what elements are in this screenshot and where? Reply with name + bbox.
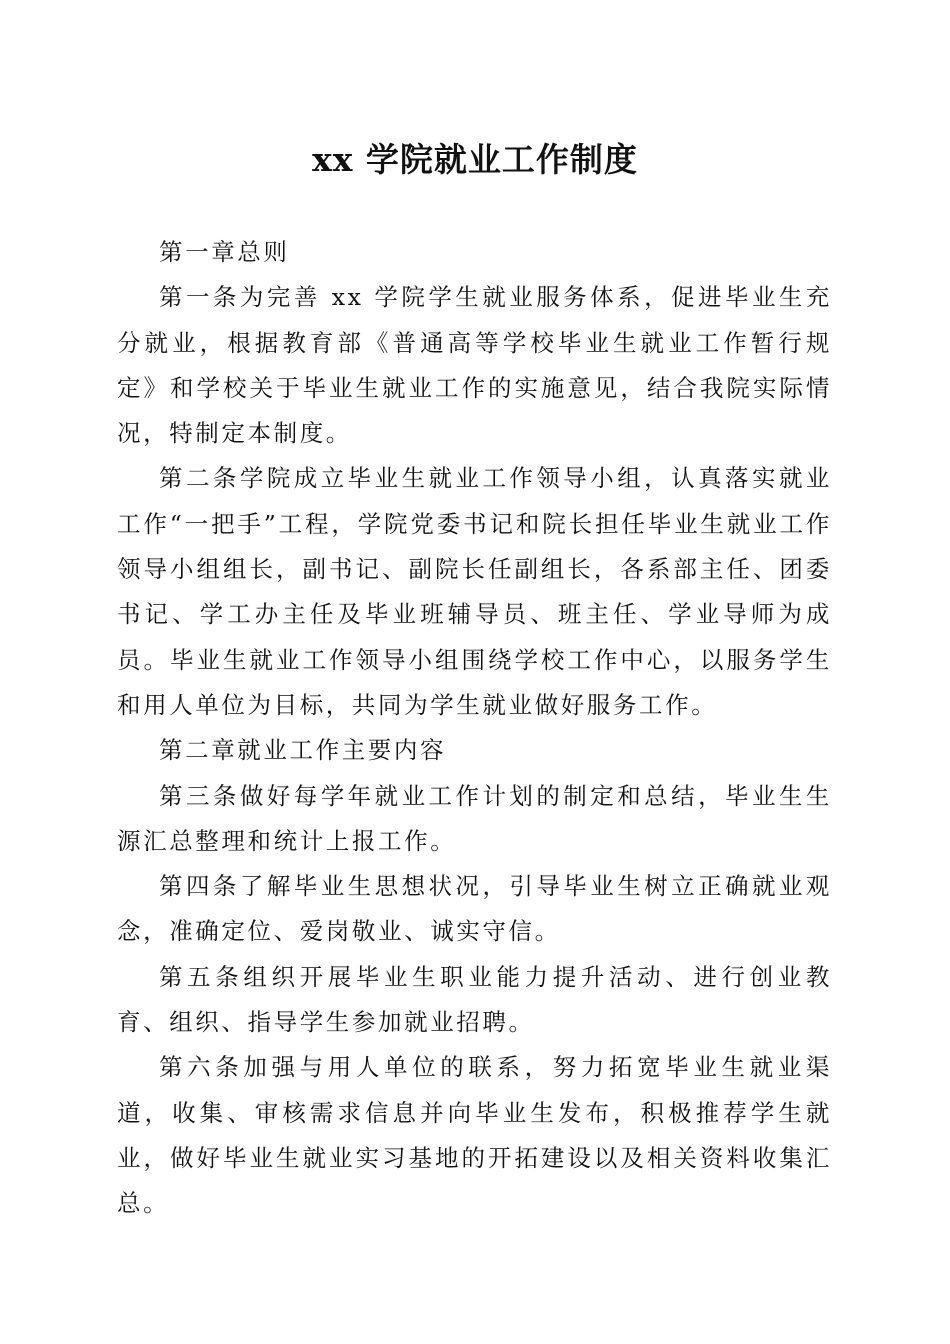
article-5: 第五条组织开展毕业生职业能力提升活动、进行创业教育、组织、指导学生参加就业招聘。 [117, 962, 832, 1037]
chapter-heading-2: 第二章就业工作主要内容 [159, 736, 447, 765]
chapter-heading-1: 第一章总则 [159, 238, 290, 266]
article-4: 第四条了解毕业生思想状况，引导毕业生树立正确就业观念，准确定位、爱岗敬业、诚实守信。 [117, 872, 832, 946]
article-3: 第三条做好每学年就业工作计划的制定和总结，毕业生生源汇总整理和统计上报工作。 [117, 781, 832, 855]
article-2: 第二条学院成立毕业生就业工作领导小组，认真落实就业工作“一把手”工程，学院党委书记和院长担任毕业生就业工作领导小组组长，副书记、副院长任副组长，各系部主任、团委书记、学工办主任及毕业班辅导员、班主任、学业导师为成员。毕业生就业工作领导小组围绕学校工作中心，以服务学生和用人单位为目标，共同为学生就业做好服务工作。 [117, 464, 832, 719]
article-6: 第六条加强与用人单位的联系，努力拓宽毕业生就业渠道，收集、审核需求信息并向毕业生发布，积极推荐学生就业，做好毕业生就业实习基地的开拓建设以及相关资料收集汇总。 [117, 1053, 832, 1218]
document-body [117, 230, 832, 1227]
document-title: xx 学院就业工作制度 [312, 140, 638, 179]
article-1: 第一条为完善 xx 学院学生就业服务体系，促进毕业生充分就业，根据教育部《普通高等学校毕业生就业工作暂行规定》和学校关于毕业生就业工作的实施意见，结合我院实际情况，特制定本制度。 [117, 283, 832, 448]
